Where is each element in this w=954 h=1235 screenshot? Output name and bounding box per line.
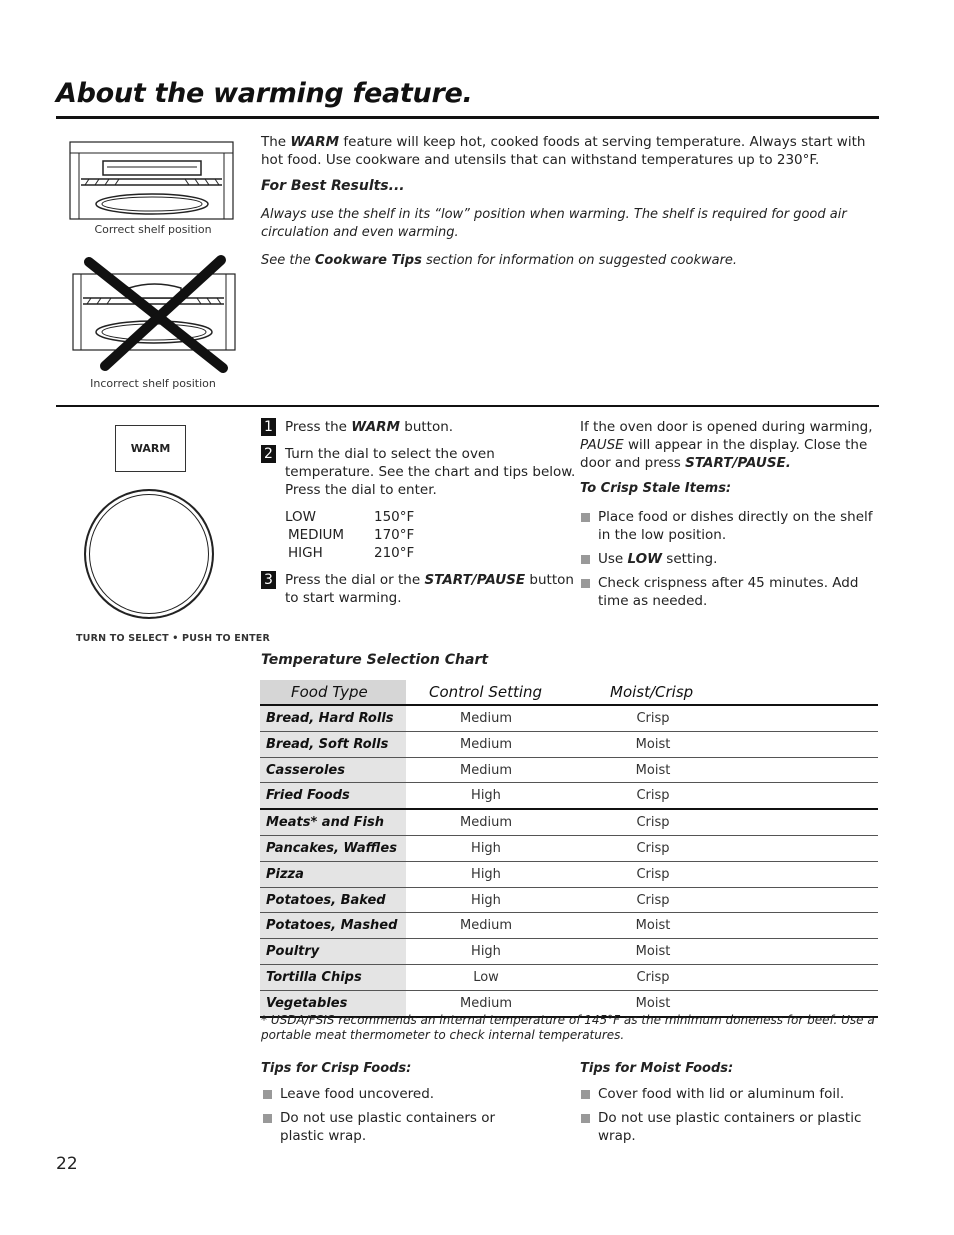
level-row — [285, 508, 445, 526]
step-1-warm: WARM — [351, 419, 400, 435]
selector-dial[interactable] — [84, 489, 214, 619]
crisp-tip-text: Do not use plastic containers or plastic wrap. — [280, 1110, 496, 1144]
level-row — [285, 544, 445, 562]
page-number: 22 — [56, 1154, 78, 1174]
door-note — [580, 418, 880, 472]
incorrect-shelf-caption: Incorrect shelf position — [90, 377, 216, 390]
intro-text-b: feature will keep hot, cooked foods at serving temperature. Always start with hot food. Use cookware and utensils that can withstand temperatures up to 230°F. — [261, 134, 866, 168]
crisp-bullet-text: Check crispness after 45 minutes. Add time as needed. — [598, 575, 859, 609]
level-row — [285, 526, 445, 544]
header-control-setting: Control Setting — [429, 683, 543, 701]
table-header — [260, 680, 878, 706]
control-setting-cell: Medium — [460, 918, 512, 934]
page-title: About the warming feature. — [56, 78, 473, 109]
door-start-pause: START/PAUSE. — [685, 455, 791, 471]
control-setting-cell: High — [471, 866, 501, 882]
step-3-number: 3 — [261, 571, 276, 589]
crisp-stale-heading: To Crisp Stale Items: — [580, 481, 732, 496]
warm-button[interactable]: WARM — [115, 425, 186, 472]
see-text-a: See the — [261, 253, 315, 268]
food-type-cell: Vegetables — [266, 995, 348, 1011]
cookware-tips-link: Cookware Tips — [314, 253, 422, 268]
header-moist-crisp: Moist/Crisp — [610, 683, 694, 701]
table-row — [260, 783, 878, 810]
step-3-start-pause: START/PAUSE — [424, 572, 526, 588]
bullet-square-icon — [581, 555, 590, 564]
moist-tip — [580, 1109, 898, 1145]
crisp-tip — [262, 1109, 510, 1145]
level-temp: 170°F — [374, 527, 415, 543]
intro-text-a: The — [261, 134, 291, 150]
moist-crisp-cell: Crisp — [636, 788, 670, 804]
moist-tip-text: Do not use plastic containers or plastic wrap. — [598, 1110, 862, 1144]
table-row — [260, 836, 878, 862]
crisp-bullet — [580, 508, 888, 544]
chart-heading: Temperature Selection Chart — [261, 652, 489, 668]
control-setting-cell: High — [471, 892, 501, 908]
moist-tips-heading: Tips for Moist Foods: — [580, 1061, 734, 1076]
crisp-tips-heading: Tips for Crisp Foods: — [261, 1061, 412, 1076]
bullet-square-icon — [581, 579, 590, 588]
incorrect-shelf-illustration — [71, 254, 237, 374]
step-3 — [261, 571, 585, 607]
food-type-cell: Pizza — [266, 866, 304, 882]
moist-crisp-cell: Crisp — [636, 840, 670, 856]
correct-shelf-caption: Correct shelf position — [94, 223, 212, 236]
step-1 — [261, 418, 585, 436]
moist-crisp-cell: Moist — [635, 995, 671, 1011]
door-pause-word: PAUSE — [580, 437, 624, 453]
cookware-tips-note — [261, 252, 879, 270]
bullet-square-icon — [263, 1114, 272, 1123]
bullet-square-icon — [581, 513, 590, 522]
crisp-tip — [262, 1085, 520, 1103]
moist-crisp-cell: Moist — [635, 762, 671, 778]
moist-crisp-cell: Crisp — [636, 711, 670, 726]
crisp-bullet — [580, 574, 888, 610]
step-3-text-c: button to start warming. — [285, 572, 574, 606]
control-setting-cell: High — [471, 944, 501, 960]
step-2 — [261, 445, 585, 499]
control-setting-cell: Low — [473, 969, 499, 985]
food-type-cell: Casseroles — [266, 762, 345, 778]
best-results-text: Always use the shelf in its “low” position when warming. The shelf is required for good air circulation and even warming. — [261, 207, 847, 240]
moist-crisp-cell: Moist — [635, 918, 671, 934]
food-type-cell: Poultry — [266, 944, 320, 960]
crisp-bullet — [580, 550, 888, 568]
step-2-text: Turn the dial to select the oven temperature. See the chart and tips below. Press the dial to enter. — [285, 446, 576, 498]
food-type-cell: Potatoes, Mashed — [266, 918, 398, 934]
bullet-square-icon — [581, 1114, 590, 1123]
table-row — [260, 810, 878, 836]
moist-crisp-cell: Crisp — [636, 866, 670, 882]
moist-tip — [580, 1085, 898, 1103]
section-rule — [56, 405, 879, 407]
level-name: MEDIUM — [288, 527, 345, 543]
correct-shelf-illustration — [69, 141, 235, 221]
table-row — [260, 888, 878, 914]
crisp-bullet-text: Place food or dishes directly on the shelf in the low position. — [598, 509, 873, 543]
level-name: HIGH — [288, 545, 323, 561]
moist-crisp-cell: Moist — [635, 944, 671, 960]
temperature-chart — [260, 680, 878, 1018]
moist-crisp-cell: Moist — [635, 736, 671, 752]
table-row — [260, 732, 878, 758]
step-1-number: 1 — [261, 418, 276, 436]
temperature-levels — [285, 508, 445, 562]
moist-crisp-cell: Crisp — [636, 815, 670, 831]
food-type-cell: Fried Foods — [266, 788, 350, 804]
step-1-text-a: Press the — [285, 419, 352, 435]
table-row — [260, 939, 878, 965]
best-results-heading: For Best Results... — [261, 178, 405, 194]
table-row — [260, 965, 878, 991]
level-name: LOW — [285, 509, 317, 525]
table-body — [260, 706, 878, 1018]
crisp-bullet-low: LOW — [627, 551, 663, 567]
table-row — [260, 862, 878, 888]
food-type-cell: Potatoes, Baked — [266, 892, 386, 908]
table-row — [260, 758, 878, 784]
moist-crisp-cell: Crisp — [636, 892, 670, 908]
control-setting-cell: High — [471, 840, 501, 856]
crisp-bullet-text: Use — [598, 551, 628, 567]
chart-footnote: * USDA/FSIS recommends an internal temperature of 145°F as the minimum doneness for beef. Use a portable meat thermometer to check internal temperatures. — [261, 1013, 875, 1042]
crisp-bullet-text: setting. — [662, 551, 718, 567]
intro-paragraph — [261, 133, 879, 169]
title-rule — [56, 116, 879, 119]
bullet-square-icon — [263, 1090, 272, 1099]
control-setting-cell: Medium — [460, 762, 512, 778]
step-2-number: 2 — [261, 445, 276, 463]
door-text-b: will appear in the display. Close the door and press — [580, 437, 868, 471]
food-type-cell: Meats* and Fish — [266, 815, 384, 831]
moist-tip-text: Cover food with lid or aluminum foil. — [598, 1086, 845, 1102]
intro-warm-word: WARM — [290, 134, 340, 150]
table-row — [260, 706, 878, 732]
bullet-square-icon — [581, 1090, 590, 1099]
control-setting-cell: High — [471, 788, 501, 804]
food-type-cell: Pancakes, Waffles — [266, 840, 397, 856]
table-row — [260, 913, 878, 939]
step-3-text-a: Press the dial or the — [285, 572, 425, 588]
level-temp: 210°F — [374, 545, 415, 561]
control-setting-cell: Medium — [460, 711, 512, 726]
door-text-a: If the oven door is opened during warming, — [580, 419, 873, 435]
food-type-cell: Tortilla Chips — [266, 969, 362, 985]
see-text-c: section for information on suggested cookware. — [421, 253, 738, 268]
moist-crisp-cell: Crisp — [636, 969, 670, 985]
dial-label: TURN TO SELECT • PUSH TO ENTER — [76, 633, 271, 644]
header-food-type: Food Type — [291, 683, 368, 701]
crisp-tip-text: Leave food uncovered. — [280, 1086, 435, 1102]
food-type-cell: Bread, Soft Rolls — [266, 736, 389, 752]
food-type-cell: Bread, Hard Rolls — [266, 711, 394, 726]
step-1-text-c: button. — [399, 419, 454, 435]
control-setting-cell: Medium — [460, 736, 512, 752]
control-setting-cell: Medium — [460, 815, 512, 831]
control-setting-cell: Medium — [460, 995, 512, 1011]
level-temp: 150°F — [374, 509, 415, 525]
